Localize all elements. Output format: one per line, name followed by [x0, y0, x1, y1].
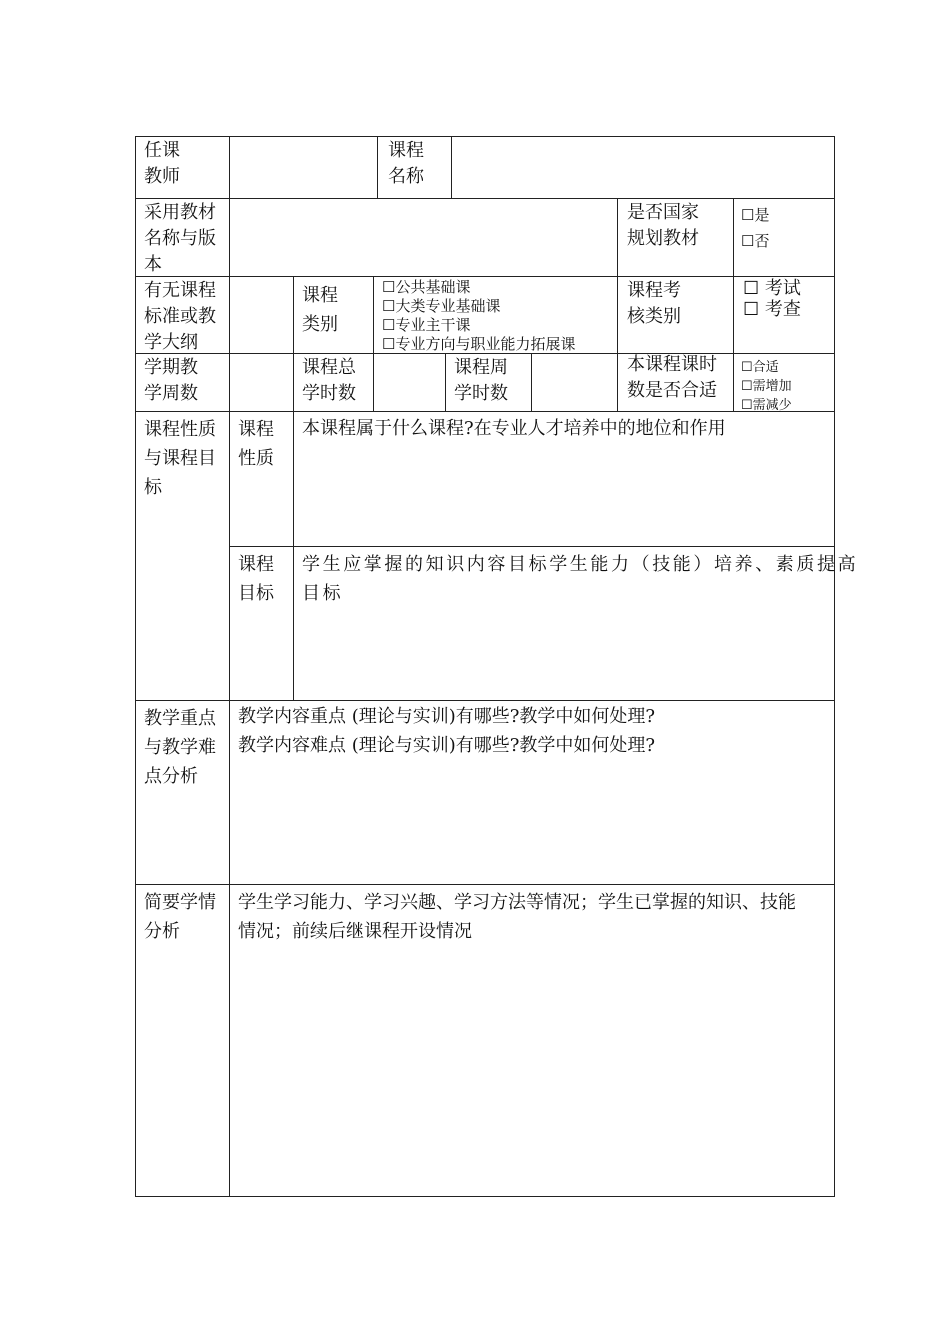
national-yes-checkbox[interactable]: ☐是	[741, 206, 770, 224]
course-nature-text[interactable]: 本课程属于什么课程?在专业人才培养中的地位和作用	[302, 418, 726, 439]
teaching-weeks-field[interactable]	[230, 354, 293, 411]
table-border-bottom	[135, 1196, 835, 1197]
col-divider	[445, 353, 446, 411]
student-analysis-section-label: 简要学情 分析	[144, 892, 216, 942]
weekly-hours-label: 课程周 学时数	[454, 357, 508, 404]
row-divider	[229, 546, 835, 547]
hours-fit-label: 本课程课时 数是否合适	[627, 354, 717, 401]
col-divider	[617, 353, 618, 411]
textbook-label: 采用教材 名称与版 本	[144, 202, 216, 275]
col-divider	[733, 276, 734, 353]
category-major-basic-checkbox[interactable]: ☐大类专业基础课	[382, 297, 501, 315]
col-divider	[733, 198, 734, 276]
assessment-check-checkbox[interactable]: ☐ 考查	[743, 299, 801, 320]
course-standard-field[interactable]	[230, 277, 293, 353]
col-divider	[733, 353, 734, 411]
course-nature-label: 课程 性质	[238, 419, 274, 469]
col-divider	[617, 198, 618, 276]
table-border-left	[135, 136, 136, 1197]
nature-goal-section-label: 课程性质 与课程目 标	[144, 419, 216, 498]
total-hours-label: 课程总 学时数	[302, 357, 356, 404]
col-divider	[229, 700, 230, 1197]
course-goal-text[interactable]: 学生应掌握的知识内容目标学生能力（技能）培养、素质提高 目标	[302, 554, 859, 604]
course-name-field[interactable]	[452, 137, 834, 198]
col-divider	[293, 411, 294, 700]
row-divider	[135, 411, 835, 412]
fit-ok-checkbox[interactable]: ☐合适	[741, 360, 779, 375]
national-plan-label: 是否国家 规划教材	[627, 202, 699, 249]
row-divider	[135, 884, 835, 885]
category-public-basic-checkbox[interactable]: ☐公共基础课	[382, 278, 471, 296]
course-category-label: 课程 类别	[302, 285, 338, 335]
course-standard-label: 有无课程 标准或教 学大纲	[144, 280, 216, 353]
key-points-section-label: 教学重点 与教学难 点分析	[144, 708, 216, 787]
row-divider	[135, 700, 835, 701]
col-divider	[293, 276, 294, 353]
weekly-hours-field[interactable]	[532, 354, 617, 411]
total-hours-field[interactable]	[374, 354, 445, 411]
national-no-checkbox[interactable]: ☐否	[741, 232, 770, 250]
teacher-field[interactable]	[230, 137, 377, 198]
hours-fit-options	[740, 354, 834, 411]
course-category-options	[382, 277, 616, 353]
textbook-field[interactable]	[230, 199, 617, 276]
course-name-label: 课程 名称	[388, 140, 424, 187]
assessment-type-label: 课程考 核类别	[627, 280, 681, 327]
col-divider	[377, 136, 378, 198]
fit-decrease-checkbox[interactable]: ☐需减少	[741, 398, 792, 411]
student-analysis-text[interactable]: 学生学习能力、学习兴趣、学习方法等情况；学生已掌握的知识、技能 情况；前续后继课程开设情况	[238, 892, 796, 942]
table-border-right	[834, 136, 835, 1197]
col-divider	[373, 276, 374, 353]
teacher-label: 任课 教师	[144, 140, 180, 187]
col-divider	[617, 276, 618, 353]
category-major-core-checkbox[interactable]: ☐专业主干课	[382, 316, 471, 334]
teaching-weeks-label: 学期教 学周数	[144, 357, 198, 404]
fit-increase-checkbox[interactable]: ☐需增加	[741, 379, 792, 394]
assessment-exam-checkbox[interactable]: ☐ 考试	[743, 278, 801, 299]
col-divider	[229, 411, 230, 700]
category-direction-extension-checkbox[interactable]: ☐专业方向与职业能力拓展课	[382, 335, 576, 353]
key-points-line-1[interactable]: 教学内容重点 (理论与实训)有哪些?教学中如何处理?	[238, 706, 656, 727]
key-points-line-2[interactable]: 教学内容难点 (理论与实训)有哪些?教学中如何处理?	[238, 735, 656, 756]
course-goal-label: 课程 目标	[238, 554, 274, 604]
col-divider	[293, 353, 294, 411]
